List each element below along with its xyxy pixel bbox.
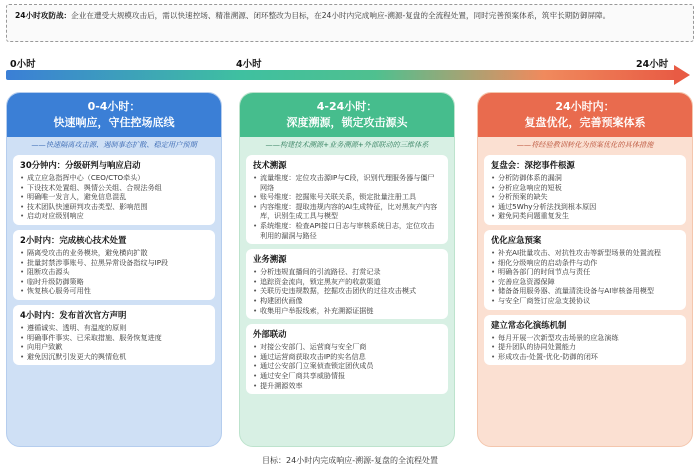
list-item: • 临时升级防御策略: [20, 277, 208, 287]
list-item: • 构建团伙画像: [253, 296, 441, 306]
phase-column-4-24h: [239, 92, 455, 447]
list-item: • 下设技术处置组、舆情公关组、合规法务组: [20, 183, 208, 193]
list-item: • 明确各部门的时间节点与责任: [491, 267, 679, 277]
card-tech-trace: [246, 155, 448, 244]
list-item: • 避免因沉默引发更大的舆情危机: [20, 352, 208, 362]
list-item: • 与安全厂商签订应急支援协议: [491, 296, 679, 306]
list-item: • 明确事件事实、已采取措施、服务恢复进度: [20, 333, 208, 343]
card-2h: [13, 230, 215, 300]
phase-title-line1: 0-4小时：: [87, 100, 141, 113]
card-title: 4小时内：发布首次官方声明: [20, 309, 127, 320]
intro-text: 企业在遭受大规模攻击后，需以快速控场、精准溯源、闭环整改为目标，在24小时内完成响应-溯源-复盘的全流程处置，同时完善预案体系，筑牢长期防御屏障。: [71, 11, 611, 20]
card-drill: [484, 315, 686, 366]
list-item: • 提升团队的协同处置能力: [491, 342, 679, 352]
list-item: • 通过5Why分析法找到根本原因: [491, 202, 679, 212]
timeline: [0, 56, 700, 82]
phase-title-line2: 快速响应，守住控场底线: [53, 116, 175, 129]
list-item: • 内容维度：提取违规内容的AI生成特征，比对黑灰产内容库，识别生成工具与模型: [253, 202, 441, 221]
timeline-bar: [6, 70, 678, 80]
phase-column-0-4h: [6, 92, 222, 447]
phase-title-line2: 复盘优化，完善预案体系: [524, 116, 646, 129]
list-item: • 成立应急指挥中心（CEO/CTO牵头）: [20, 173, 208, 183]
card-review: [484, 155, 686, 225]
list-item: • 分析防御体系的漏洞: [491, 173, 679, 183]
timeline-end-label: 24小时: [636, 59, 669, 70]
list-item: • 隔离受攻击的业务模块，避免横向扩散: [20, 248, 208, 258]
card-title: 30分钟内：分级研判与响应启动: [20, 160, 141, 170]
phase-subtitle: ——将经验教训转化为预案优化的具体措施: [516, 140, 654, 149]
list-item: • 避免同类问题重复发生: [491, 211, 679, 221]
list-item: • 批量封禁涉事账号、拉黑异常设备指纹与IP段: [20, 258, 208, 268]
timeline-arrow-icon: [674, 65, 690, 85]
card-30min: [13, 155, 215, 225]
list-item: • 技术团队快速研判攻击类型、影响范围: [20, 202, 208, 212]
list-item: • 储备备用服务器、流量清洗设备与AI审核备用模型: [491, 286, 679, 296]
list-item: • 提升溯源效率: [253, 381, 441, 391]
list-item: • 阻断攻击源头: [20, 267, 208, 277]
timeline-mid-label: 4小时: [236, 59, 262, 70]
intro-label: 24小时攻防战：: [15, 11, 72, 20]
list-item: • 收集用户举报线索，补充溯源证据链: [253, 306, 441, 316]
card-title: 技术溯源: [253, 160, 287, 170]
list-item: • 明确唯一发言人，避免信息混乱: [20, 192, 208, 202]
list-item: • 系统维度：检查API接口日志与审核系统日志，定位攻击利用的漏洞与路径: [253, 221, 441, 240]
phase-title-line1: 4-24小时：: [316, 100, 378, 113]
list-item: • 通过安全厂商共享威胁情报: [253, 371, 441, 381]
card-external: [246, 324, 448, 394]
card-title: 复盘会：深挖事件根源: [491, 160, 575, 170]
phase-title-line2: 深度溯源，锁定攻击源头: [286, 116, 408, 129]
list-item: • 启动对应级别响应: [20, 211, 208, 221]
list-item: • 细化分级响应的启动条件与动作: [491, 258, 679, 268]
list-item: • 完善应急资源保障: [491, 277, 679, 287]
phase-subtitle: ——构建技术溯源+业务溯源+外部联动的三维体系: [265, 140, 429, 149]
card-title: 优化应急预案: [491, 234, 542, 245]
list-item: • 分析预案的缺失: [491, 192, 679, 202]
list-item: • 对接公安部门、运营商与安全厂商: [253, 342, 441, 352]
card-business-trace: [246, 249, 448, 319]
list-item: • 补充AI批量攻击、对抗性攻击等新型场景的处置流程: [491, 248, 679, 258]
phase-subtitle: ——快速隔离攻击源、遏制事态扩散、稳定用户预期: [31, 140, 197, 149]
list-item: • 流量维度：定位攻击源IP与C段，识别代理服务器与僵尸网络: [253, 173, 441, 192]
phase-header: [240, 93, 454, 137]
phase-header: [478, 93, 692, 137]
list-item: • 通过运营商获取攻击IP的实名信息: [253, 352, 441, 362]
list-item: • 分析违规直播间的引流路径、打赏记录: [253, 267, 441, 277]
list-item: • 账号维度：挖掘账号关联关系，锁定批量注册工具: [253, 192, 441, 202]
list-item: • 恢复核心服务可用性: [20, 286, 208, 296]
goal-caption: 目标：24小时内完成响应-溯源-复盘的全流程处置: [262, 456, 438, 465]
intro-note: [6, 4, 694, 42]
list-item: • 通过公安部门立案侦查锁定团伙成员: [253, 361, 441, 371]
phase-title-line1: 24小时内：: [555, 100, 615, 113]
card-4h: [13, 305, 215, 365]
list-item: • 追踪资金流向，锁定黑灰产的收款渠道: [253, 277, 441, 287]
phase-column-24h: [477, 92, 693, 447]
list-item: • 向用户致歉: [20, 342, 208, 352]
list-item: • 形成攻击-处置-优化-防御的闭环: [491, 352, 679, 362]
card-title: 业务溯源: [253, 254, 287, 265]
card-title: 2小时内：完成核心技术处置: [20, 234, 127, 245]
list-item: • 每月开展一次新型攻击场景的应急演练: [491, 333, 679, 343]
list-item: • 关联历史违规数据，挖掘攻击团伙的过往攻击模式: [253, 286, 441, 296]
list-item: • 遵循诚实、透明、有温度的原则: [20, 323, 208, 333]
timeline-start-label: 0小时: [10, 59, 36, 70]
card-title: 建立常态化演练机制: [491, 319, 567, 330]
card-plan-optimize: [484, 230, 686, 310]
list-item: • 分析应急响应的短板: [491, 183, 679, 193]
phase-header: [7, 93, 221, 137]
card-title: 外部联动: [253, 329, 287, 340]
